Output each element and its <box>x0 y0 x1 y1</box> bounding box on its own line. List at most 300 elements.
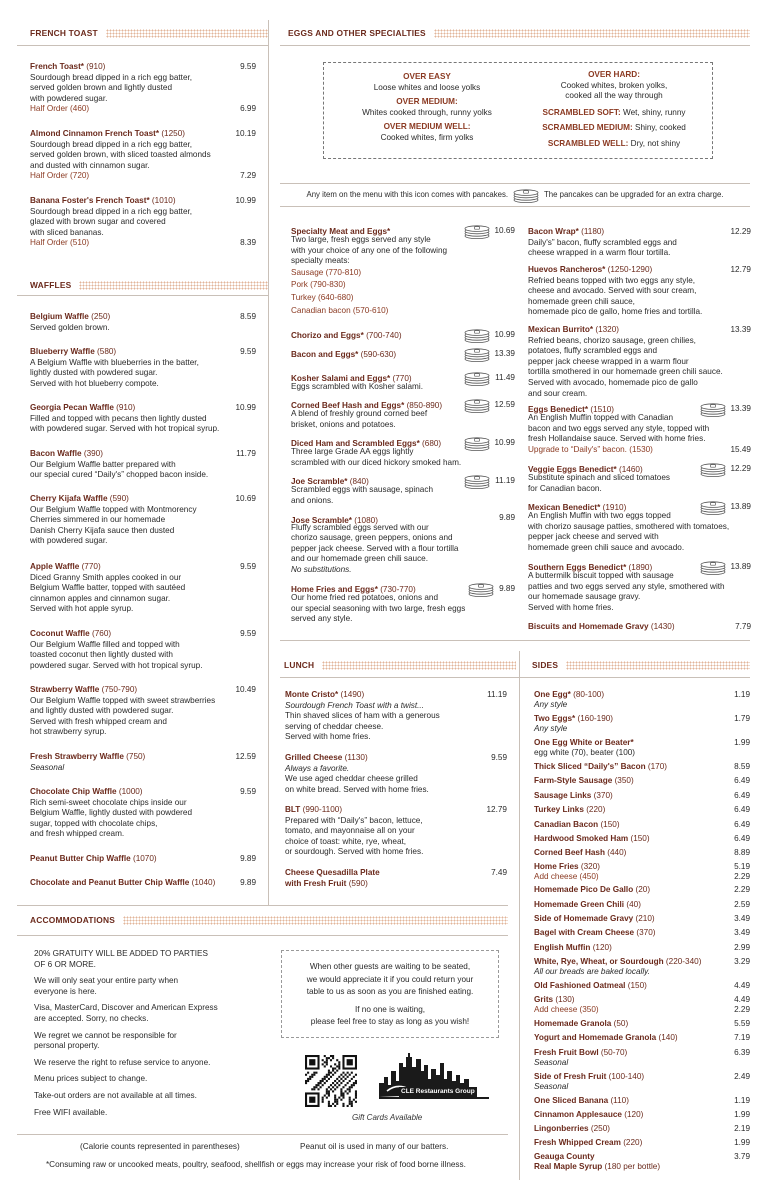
item-title <box>30 129 185 140</box>
item-price: 12.59 <box>494 400 515 410</box>
item-description: cheese and avocado. Served with sour cream, <box>528 286 697 296</box>
side-item <box>534 820 750 830</box>
item-title <box>30 62 105 73</box>
divider <box>280 45 750 46</box>
item-calories: (220-340) <box>665 957 702 966</box>
item-row <box>285 805 507 816</box>
item-name: Georgia Pecan Waffle <box>30 403 114 412</box>
meat-option: Pork (790-830) <box>291 280 346 290</box>
item-row <box>30 685 256 696</box>
item-description: and lightly dusted with powdered sugar. <box>30 706 174 716</box>
item-title <box>534 1138 642 1148</box>
item-calories: (250) <box>91 312 111 321</box>
item-description: potatoes, fluffy scrambled eggs and <box>528 346 658 356</box>
side-item <box>534 762 750 772</box>
item-name: Home Fries <box>534 862 579 871</box>
pancake-icon <box>699 462 727 477</box>
item-description: served any style. <box>291 614 353 624</box>
item-price: 6.49 <box>734 834 750 843</box>
item-title <box>534 928 656 938</box>
item-title <box>534 1124 610 1134</box>
item-title <box>30 787 143 798</box>
item-calories: (1490) <box>340 690 365 699</box>
egg-style-desc: Shiny, cooked <box>634 123 686 133</box>
side-item <box>534 776 750 786</box>
item-title <box>534 1110 643 1120</box>
side-item <box>534 1152 750 1172</box>
item-price: 9.59 <box>240 62 256 71</box>
item-calories: (770) <box>392 374 412 383</box>
item-row <box>534 1019 750 1029</box>
item-price: 9.59 <box>240 347 256 356</box>
item-title <box>534 1096 629 1106</box>
item-details <box>291 235 515 317</box>
item-name: Old Fashioned Oatmeal <box>534 981 626 990</box>
pancake-icon <box>463 436 491 451</box>
item-row <box>534 981 750 991</box>
item-row <box>534 762 750 772</box>
item-price: 1.99 <box>734 1138 750 1147</box>
item-price: 9.59 <box>240 629 256 638</box>
item-description: tomato, and mayonnaise all on your <box>285 826 415 836</box>
item-description: chorizo sausage, green peppers, onions and <box>291 533 453 543</box>
item-title <box>534 805 605 815</box>
item-name: Homemade Granola <box>534 1019 612 1028</box>
item-price: 12.79 <box>486 805 507 814</box>
policy-item <box>34 1074 254 1085</box>
item-calories: (1460) <box>619 465 643 474</box>
divider <box>280 640 750 641</box>
menu-item <box>291 374 515 393</box>
item-calories: (150) <box>627 981 647 990</box>
pancake-note <box>280 183 750 207</box>
item-name: Corned Beef Hash <box>534 848 605 857</box>
item-name: Mexican Benedict* <box>528 503 601 512</box>
item-calories: (1130) <box>344 753 368 762</box>
item-calories: (220) <box>623 1138 643 1147</box>
item-description: Belgium Waffle batter, topped with sautéed <box>30 583 186 593</box>
item-calories: (50-70) <box>600 1048 628 1057</box>
menu-item <box>30 449 256 481</box>
item-description: or sourdough. Served with home fries. <box>285 847 424 857</box>
item-calories: (770) <box>81 562 101 571</box>
egg-style-desc: Wet, shiny, runny <box>623 107 686 117</box>
item-description: A buttermilk biscuit topped with sausage <box>528 571 674 580</box>
half-order-title <box>30 171 89 182</box>
item-name: Coconut Waffle <box>30 629 90 638</box>
item-name: Fresh Strawberry Waffle <box>30 752 124 761</box>
item-row <box>534 738 750 748</box>
egg-style-desc: Whites cooked through, runny yolks <box>362 107 492 117</box>
item-description: and our homemade green chili sauce. <box>291 554 428 564</box>
item-description: Served with hot blueberry compote. <box>30 378 159 388</box>
item-description: Our home fried red potatoes, onions and <box>291 593 439 602</box>
item-price: 11.19 <box>495 476 515 486</box>
item-calories: (1040) <box>191 878 216 887</box>
item-price: 10.99 <box>235 196 256 205</box>
side-item <box>534 805 750 815</box>
item-note: All our breads are baked locally. <box>534 967 650 976</box>
item-calories: (320) <box>580 862 600 871</box>
item-calories: (350) <box>614 776 634 785</box>
item-title <box>534 776 634 786</box>
policy-line: Menu prices subject to change. <box>34 1074 148 1084</box>
item-price: 9.89 <box>499 584 515 594</box>
item-name: One Sliced Banana <box>534 1096 609 1105</box>
upgrade-calories: (1530) <box>629 444 653 454</box>
item-description: We use aged cheddar cheese grilled <box>285 774 418 784</box>
item-note: Seasonal <box>534 1082 569 1091</box>
item-calories: (120) <box>624 1110 644 1119</box>
upgrade-price: 15.49 <box>730 444 751 454</box>
item-name: Apple Waffle <box>30 562 80 571</box>
menu-item <box>285 805 507 858</box>
item-title <box>534 848 626 858</box>
item-row <box>534 957 750 967</box>
item-price: 6.49 <box>734 776 750 785</box>
item-calories: (110) <box>610 1096 629 1105</box>
menu-item <box>30 562 256 615</box>
item-note: Seasonal <box>534 1058 569 1067</box>
menu-item <box>528 227 751 259</box>
upgrade-label: Upgrade to “Daily's” bacon. <box>528 444 627 454</box>
menu-item <box>528 465 751 494</box>
item-name: Thick Sliced “Daily's” Bacon <box>534 762 646 771</box>
half-order-calories: (510) <box>70 238 90 248</box>
section-title: LUNCH <box>284 659 315 670</box>
item-name: Turkey Links <box>534 805 584 814</box>
item-calories: (1080) <box>354 516 378 525</box>
item-name: Joe Scramble* <box>291 477 348 486</box>
item-row <box>534 1152 750 1172</box>
pancake-icon <box>463 474 491 489</box>
item-row <box>534 776 750 786</box>
dot-pattern <box>566 661 750 670</box>
item-row <box>528 227 751 238</box>
half-order-calories: (460) <box>70 104 90 114</box>
egg-style-name: OVER MEDIUM WELL: <box>383 122 471 132</box>
item-description: Three large Grade AA eggs lightly <box>291 447 414 456</box>
dot-pattern <box>434 29 750 38</box>
item-row <box>291 331 515 343</box>
item-name: Corned Beef Hash and Eggs* <box>291 401 405 410</box>
side-item <box>534 1048 750 1068</box>
side-item <box>534 714 750 734</box>
item-name: Homemade Green Chili <box>534 900 625 909</box>
pancake-icon <box>467 582 495 597</box>
item-description: for Canadian bacon. <box>528 483 602 493</box>
item-description: Rich semi-sweet chocolate chips inside our <box>30 797 187 807</box>
item-details <box>528 571 751 613</box>
section-title: WAFFLES <box>30 279 72 290</box>
item-price: 10.19 <box>235 129 256 138</box>
item-calories: (390) <box>83 449 103 458</box>
half-order-label: Half Order <box>30 171 68 181</box>
accommodations-header <box>30 910 508 930</box>
item-calories: (160-190) <box>577 714 614 723</box>
item-calories: (370) <box>636 928 656 937</box>
item-calories: (750) <box>126 752 146 761</box>
item-price: 12.29 <box>730 464 751 474</box>
menu-item <box>285 868 507 889</box>
item-price: 2.59 <box>734 900 750 909</box>
item-details <box>528 276 751 318</box>
half-order-row <box>30 171 256 182</box>
menu-item <box>291 350 515 358</box>
item-description: Prepared with “Daily's” bacon, lettuce, <box>285 815 423 825</box>
side-item <box>534 738 750 758</box>
item-title <box>528 622 675 633</box>
item-description: hot strawberry syrup. <box>30 727 107 737</box>
pancake-note-text: The pancakes can be upgraded for an extra charge. <box>544 189 724 199</box>
item-name: Belgium Waffle <box>30 312 89 321</box>
item-row <box>534 1110 750 1120</box>
item-description: Danish Cherry Kijafa sauce then dusted <box>30 525 175 535</box>
menu-item <box>30 685 256 738</box>
item-calories: (680) <box>422 439 442 448</box>
eggs-header <box>288 23 750 43</box>
item-description: pepper jack cheese wrapped in a warm flour <box>528 356 689 366</box>
menu-item <box>30 854 256 865</box>
item-calories: (150) <box>600 820 620 829</box>
item-description: Belgium Waffle, lightly dusted with powdered <box>30 808 193 818</box>
half-order-price: 8.39 <box>240 238 256 248</box>
item-calories: (1070) <box>132 854 157 863</box>
item-row <box>30 347 256 358</box>
item-description: homemade pico de gallo, home fries and tortilla. <box>528 307 703 317</box>
item-row <box>534 1124 750 1134</box>
item-description: cinnamon apples and cinnamon sugar. <box>30 593 171 603</box>
item-details <box>528 336 751 400</box>
item-calories: (1910) <box>602 503 627 512</box>
item-price: 1.19 <box>734 690 750 699</box>
item-title <box>534 714 613 724</box>
item-description: cheese wrapped in a warm flour tortilla. <box>528 248 671 258</box>
divider <box>17 905 508 906</box>
item-name: Kosher Salami and Eggs* <box>291 374 391 383</box>
half-order-label: Half Order <box>30 238 68 248</box>
pancake-icon <box>463 224 491 239</box>
item-calories: (40) <box>626 900 641 909</box>
addon-title <box>534 872 599 882</box>
item-calories: (1180) <box>581 227 605 236</box>
item-row <box>30 854 256 865</box>
item-calories: (170) <box>647 762 668 771</box>
item-calories: (20) <box>635 885 651 894</box>
item-description: An English Muffin topped with Canadian <box>528 413 674 422</box>
price-group <box>699 462 752 477</box>
item-description: bacon and two eggs served any style, topped with <box>528 423 710 433</box>
half-order-price: 7.29 <box>240 171 256 181</box>
item-price: 1.79 <box>734 714 750 723</box>
item-row <box>30 878 256 889</box>
item-description: with sliced bananas. <box>30 227 104 237</box>
item-row <box>30 196 256 207</box>
item-name: Bacon Waffle <box>30 449 82 458</box>
item-row <box>30 129 256 140</box>
item-row <box>534 690 750 700</box>
addon-label: Add cheese <box>534 872 578 881</box>
menu-item <box>30 403 256 435</box>
item-description: with powdered sugar. <box>30 93 108 103</box>
dot-pattern <box>106 29 268 38</box>
half-order-price: 6.99 <box>240 104 256 114</box>
french-toast-header <box>30 23 268 43</box>
item-row <box>534 805 750 815</box>
item-name: Southern Eggs Benedict* <box>528 563 627 572</box>
item-description: Served with home fries. <box>528 602 614 612</box>
addon-price: 2.29 <box>734 872 750 881</box>
item-description: A Belgium Waffle with blueberries in the batter, <box>30 357 199 367</box>
item-name: Cherry Kijafa Waffle <box>30 494 108 503</box>
half-order-row <box>30 238 256 249</box>
item-note: Sourdough French Toast with a twist... <box>285 700 424 710</box>
egg-style-desc: Cooked whites, firm yolks <box>380 132 474 142</box>
item-title <box>30 347 116 358</box>
egg-style-name: SCRAMBLED SOFT: <box>542 107 621 117</box>
item-description: Our Belgium Waffle filled and topped with <box>30 639 180 649</box>
item-title <box>30 878 215 889</box>
menu-item <box>285 753 507 795</box>
item-title <box>30 752 145 763</box>
item-calories: (850-890) <box>406 401 443 410</box>
price-group <box>463 347 516 362</box>
menu-item <box>528 622 751 633</box>
item-name: Blueberry Waffle <box>30 347 95 356</box>
item-name: Veggie Eggs Benedict* <box>528 465 617 474</box>
item-title <box>534 914 655 924</box>
item-description: Served with hot apple syrup. <box>30 604 134 614</box>
menu-item <box>30 196 256 249</box>
item-title <box>30 562 101 573</box>
cle-restaurants-logo <box>375 1053 493 1109</box>
item-name: Real Maple Syrup <box>534 1162 603 1171</box>
side-item <box>534 1138 750 1148</box>
item-name: Eggs Benedict* <box>528 405 589 414</box>
item-name: Bacon and Eggs* <box>291 350 359 359</box>
price-group <box>463 474 515 489</box>
item-name: Mexican Burrito* <box>528 325 594 334</box>
item-name: Banana Foster's French Toast* <box>30 196 150 205</box>
item-name: English Muffin <box>534 943 591 952</box>
item-row <box>30 562 256 573</box>
item-title <box>534 862 600 872</box>
item-description: Thin shaved slices of ham with a generous <box>285 711 440 721</box>
item-row <box>528 622 751 633</box>
item-calories: (590) <box>348 878 368 888</box>
item-title <box>534 885 650 895</box>
divider <box>17 45 268 46</box>
item-calories: (1320) <box>595 325 620 334</box>
item-name: Fresh Whipped Cream <box>534 1138 621 1147</box>
menu-item <box>291 585 515 625</box>
item-name: Bagel with Cream Cheese <box>534 928 635 937</box>
item-price: 10.69 <box>494 226 515 236</box>
item-row <box>534 714 750 724</box>
accommodations-list <box>34 949 254 1124</box>
dot-pattern <box>123 916 508 925</box>
notice-line: If no one is waiting, <box>354 1004 426 1014</box>
item-name: Sausage Links <box>534 791 592 800</box>
divider <box>17 1134 508 1135</box>
item-calories: (150) <box>630 834 650 843</box>
item-description: An English Muffin with two eggs topped <box>528 511 671 520</box>
item-name: One Egg White or Beater* <box>534 738 634 747</box>
menu-item <box>291 331 515 339</box>
side-item <box>534 1124 750 1134</box>
policy-line: We regret we cannot be responsible for <box>34 1030 177 1040</box>
item-description: Diced Granny Smith apples cooked in our <box>30 572 182 582</box>
policy-item <box>34 949 254 970</box>
item-description: Served with avocado, homemade pico de gallo <box>528 377 698 387</box>
policy-item <box>34 1031 254 1052</box>
item-description: homemade green chili sauce and avocado. <box>528 542 685 552</box>
menu-item <box>30 752 256 773</box>
item-note: Always a favorite. <box>285 763 350 773</box>
half-order-row <box>30 104 256 115</box>
policy-line: OF 6 OR MORE. <box>34 959 96 969</box>
egg-styles-box <box>323 62 713 159</box>
item-price: 11.49 <box>495 373 515 383</box>
item-description: Sourdough bread dipped in a rich egg batter, <box>30 72 193 82</box>
policy-line: personal property. <box>34 1041 100 1051</box>
item-title <box>528 265 652 276</box>
item-description: brisket, onions and potatoes. <box>291 419 396 429</box>
food-safety-warning: *Consuming raw or uncooked meats, poultry, seafood, shellfish or eggs may increase your risk of food borne illness. <box>46 1160 466 1169</box>
half-order-title <box>30 238 89 249</box>
price-group <box>463 398 516 413</box>
side-item <box>534 995 750 1015</box>
item-name: Jose Scramble* <box>291 516 352 525</box>
item-price: 1.19 <box>734 1096 750 1105</box>
pancake-icon <box>463 328 491 343</box>
item-title <box>285 868 380 889</box>
item-title <box>534 738 634 748</box>
meat-option: Turkey (640-680) <box>291 292 354 302</box>
side-item <box>534 690 750 710</box>
item-description: choice of toast: white, rye, wheat, <box>285 836 407 846</box>
half-order-title <box>30 104 89 115</box>
item-title <box>534 957 701 967</box>
side-item <box>534 1072 750 1092</box>
item-title <box>291 331 402 342</box>
policy-line: everyone is here. <box>34 986 97 996</box>
item-calories: (220) <box>586 805 606 814</box>
scrambled-style <box>522 108 706 119</box>
item-calories: (370) <box>593 791 613 800</box>
policy-line: We will only seat your entire party when <box>34 976 179 986</box>
egg-style-name: OVER MEDIUM: <box>396 97 458 107</box>
policy-item <box>34 1003 254 1024</box>
item-calories: (580) <box>97 347 117 356</box>
item-calories: (80-100) <box>573 690 605 699</box>
item-name: Two Eggs* <box>534 714 576 723</box>
item-calories: (910) <box>86 62 106 71</box>
item-name: Side of Fresh Fruit <box>534 1072 607 1081</box>
menu-item <box>30 347 256 389</box>
item-calories: (1430) <box>650 622 675 631</box>
item-calories: (1890) <box>628 563 653 572</box>
section-title: EGGS AND OTHER SPECIALTIES <box>288 27 426 38</box>
item-price: 12.79 <box>730 265 751 274</box>
item-row <box>534 914 750 924</box>
item-name: Peanut Butter Chip Waffle <box>30 854 131 863</box>
item-calories: (1000) <box>118 787 143 796</box>
item-row <box>30 787 256 798</box>
item-calories: (1250) <box>161 129 185 138</box>
item-description: homemade green chili sauce, <box>528 296 635 306</box>
item-title <box>30 312 110 323</box>
